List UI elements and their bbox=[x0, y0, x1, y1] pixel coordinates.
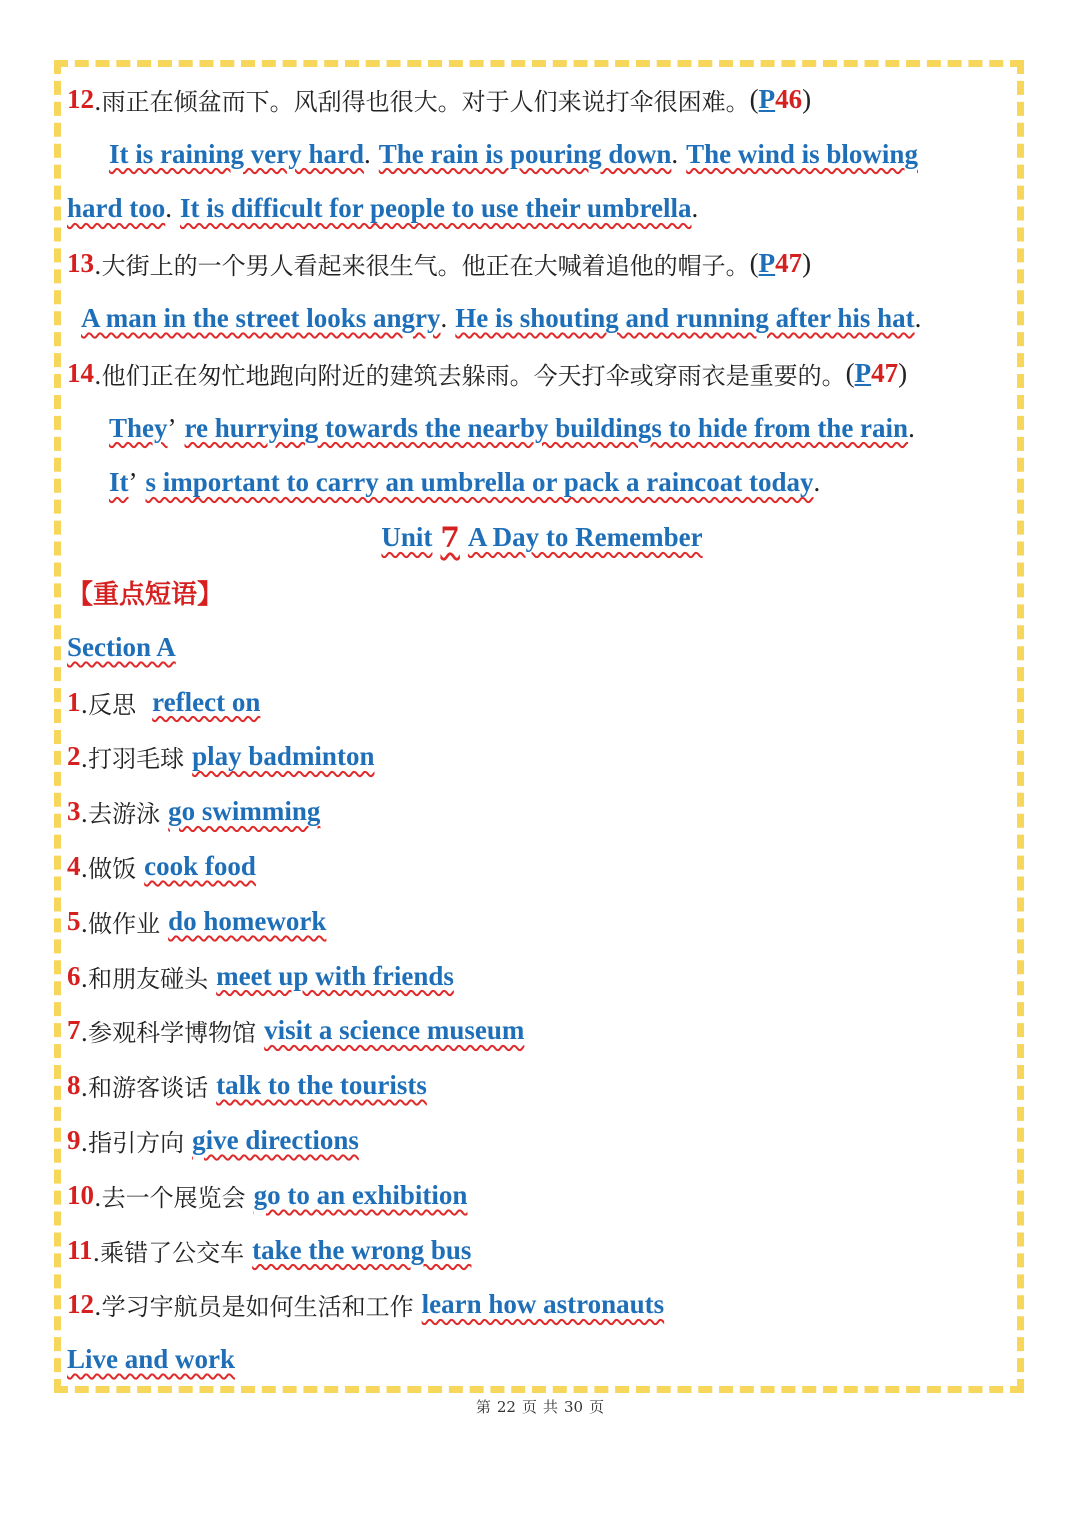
chinese-text: .他们正在匆忙地跑向附近的建筑去躲雨。今天打伞或穿雨衣是重要的。 bbox=[94, 361, 846, 390]
phrase-item-continuation: Live and work bbox=[67, 1344, 236, 1375]
phrase-item: 11 .乘错了公交车 take the wrong bus bbox=[67, 1234, 472, 1267]
item-number: 13 bbox=[67, 248, 94, 279]
english-text: hard too bbox=[67, 193, 166, 224]
english-text: re hurrying towards the nearby buildings to hide from the rain bbox=[184, 412, 909, 443]
section-label: Section A bbox=[67, 631, 176, 662]
sentence-12-en-2: hard too . It is difficult for people to use their umbrella . bbox=[67, 193, 699, 224]
phrase-item: 10 .去一个展览会 go to an exhibition bbox=[67, 1179, 468, 1212]
page-ref: (P47) bbox=[845, 357, 908, 388]
page-ref: (P46) bbox=[749, 83, 812, 114]
english-text: A man in the street looks angry bbox=[81, 303, 441, 334]
item-number: 12 bbox=[67, 83, 94, 114]
english-text: s important to carry an umbrella or pack a raincoat today bbox=[145, 467, 814, 498]
unit-title: Unit 7 A Day to Remember bbox=[381, 521, 703, 555]
sentence-14-en-1: They ’ re hurrying towards the nearby buildings to hide from the rain . bbox=[109, 412, 915, 443]
chinese-text: .大街上的一个男人看起来很生气。他正在大喊着追他的帽子。 bbox=[94, 252, 750, 281]
phrase-item: 9 .指引方向 give directions bbox=[67, 1125, 359, 1158]
sentence-12-zh bbox=[67, 72, 1017, 127]
english-text: It bbox=[109, 467, 129, 498]
phrase-item: 1 .反思 reflect on bbox=[67, 686, 261, 719]
chinese-text: .雨正在倾盆而下。风刮得也很大。对于人们来说打伞很困难。 bbox=[94, 87, 750, 116]
phrase-item: 7 .参观科学博物馆 visit a science museum bbox=[67, 1015, 525, 1048]
page-ref: (P47) bbox=[749, 248, 812, 279]
phrase-item: 12 .学习宇航员是如何生活和工作 learn how astronauts bbox=[67, 1289, 665, 1322]
sentence-14-zh bbox=[67, 346, 1017, 401]
english-text: The rain is pouring down bbox=[378, 138, 672, 169]
english-text: It is difficult for people to use their umbrella bbox=[180, 193, 692, 224]
english-text: They bbox=[109, 412, 168, 443]
item-number: 14 bbox=[67, 357, 94, 388]
sentence-12-en-1: It is raining very hard . The rain is pouring down . The wind is blowing bbox=[109, 138, 918, 169]
sentence-14-en-2: It ’ s important to carry an umbrella or pack a raincoat today . bbox=[109, 467, 821, 498]
page-content bbox=[67, 72, 1017, 1387]
phrase-item: 4 .做饭 cook food bbox=[67, 851, 256, 884]
english-text: He is shouting and running after his hat bbox=[455, 303, 915, 334]
sentence-13-en: A man in the street looks angry . He is shouting and running after his hat . bbox=[81, 303, 922, 334]
key-phrases-header: 【重点短语】 bbox=[67, 580, 224, 611]
phrase-item: 2 .打羽毛球 play badminton bbox=[67, 741, 375, 774]
sentence-13-zh bbox=[67, 236, 1017, 291]
phrase-item: 8 .和游客谈话 talk to the tourists bbox=[67, 1070, 427, 1103]
phrase-item: 6 .和朋友碰头 meet up with friends bbox=[67, 960, 454, 993]
english-text: The wind is blowing bbox=[686, 138, 918, 169]
english-text: It is raining very hard bbox=[109, 138, 365, 169]
phrase-item: 5 .做作业 do homework bbox=[67, 905, 327, 938]
page-footer: 第 22 页 共 30 页 bbox=[475, 1398, 605, 1416]
phrase-item: 3 .去游泳 go swimming bbox=[67, 796, 321, 829]
